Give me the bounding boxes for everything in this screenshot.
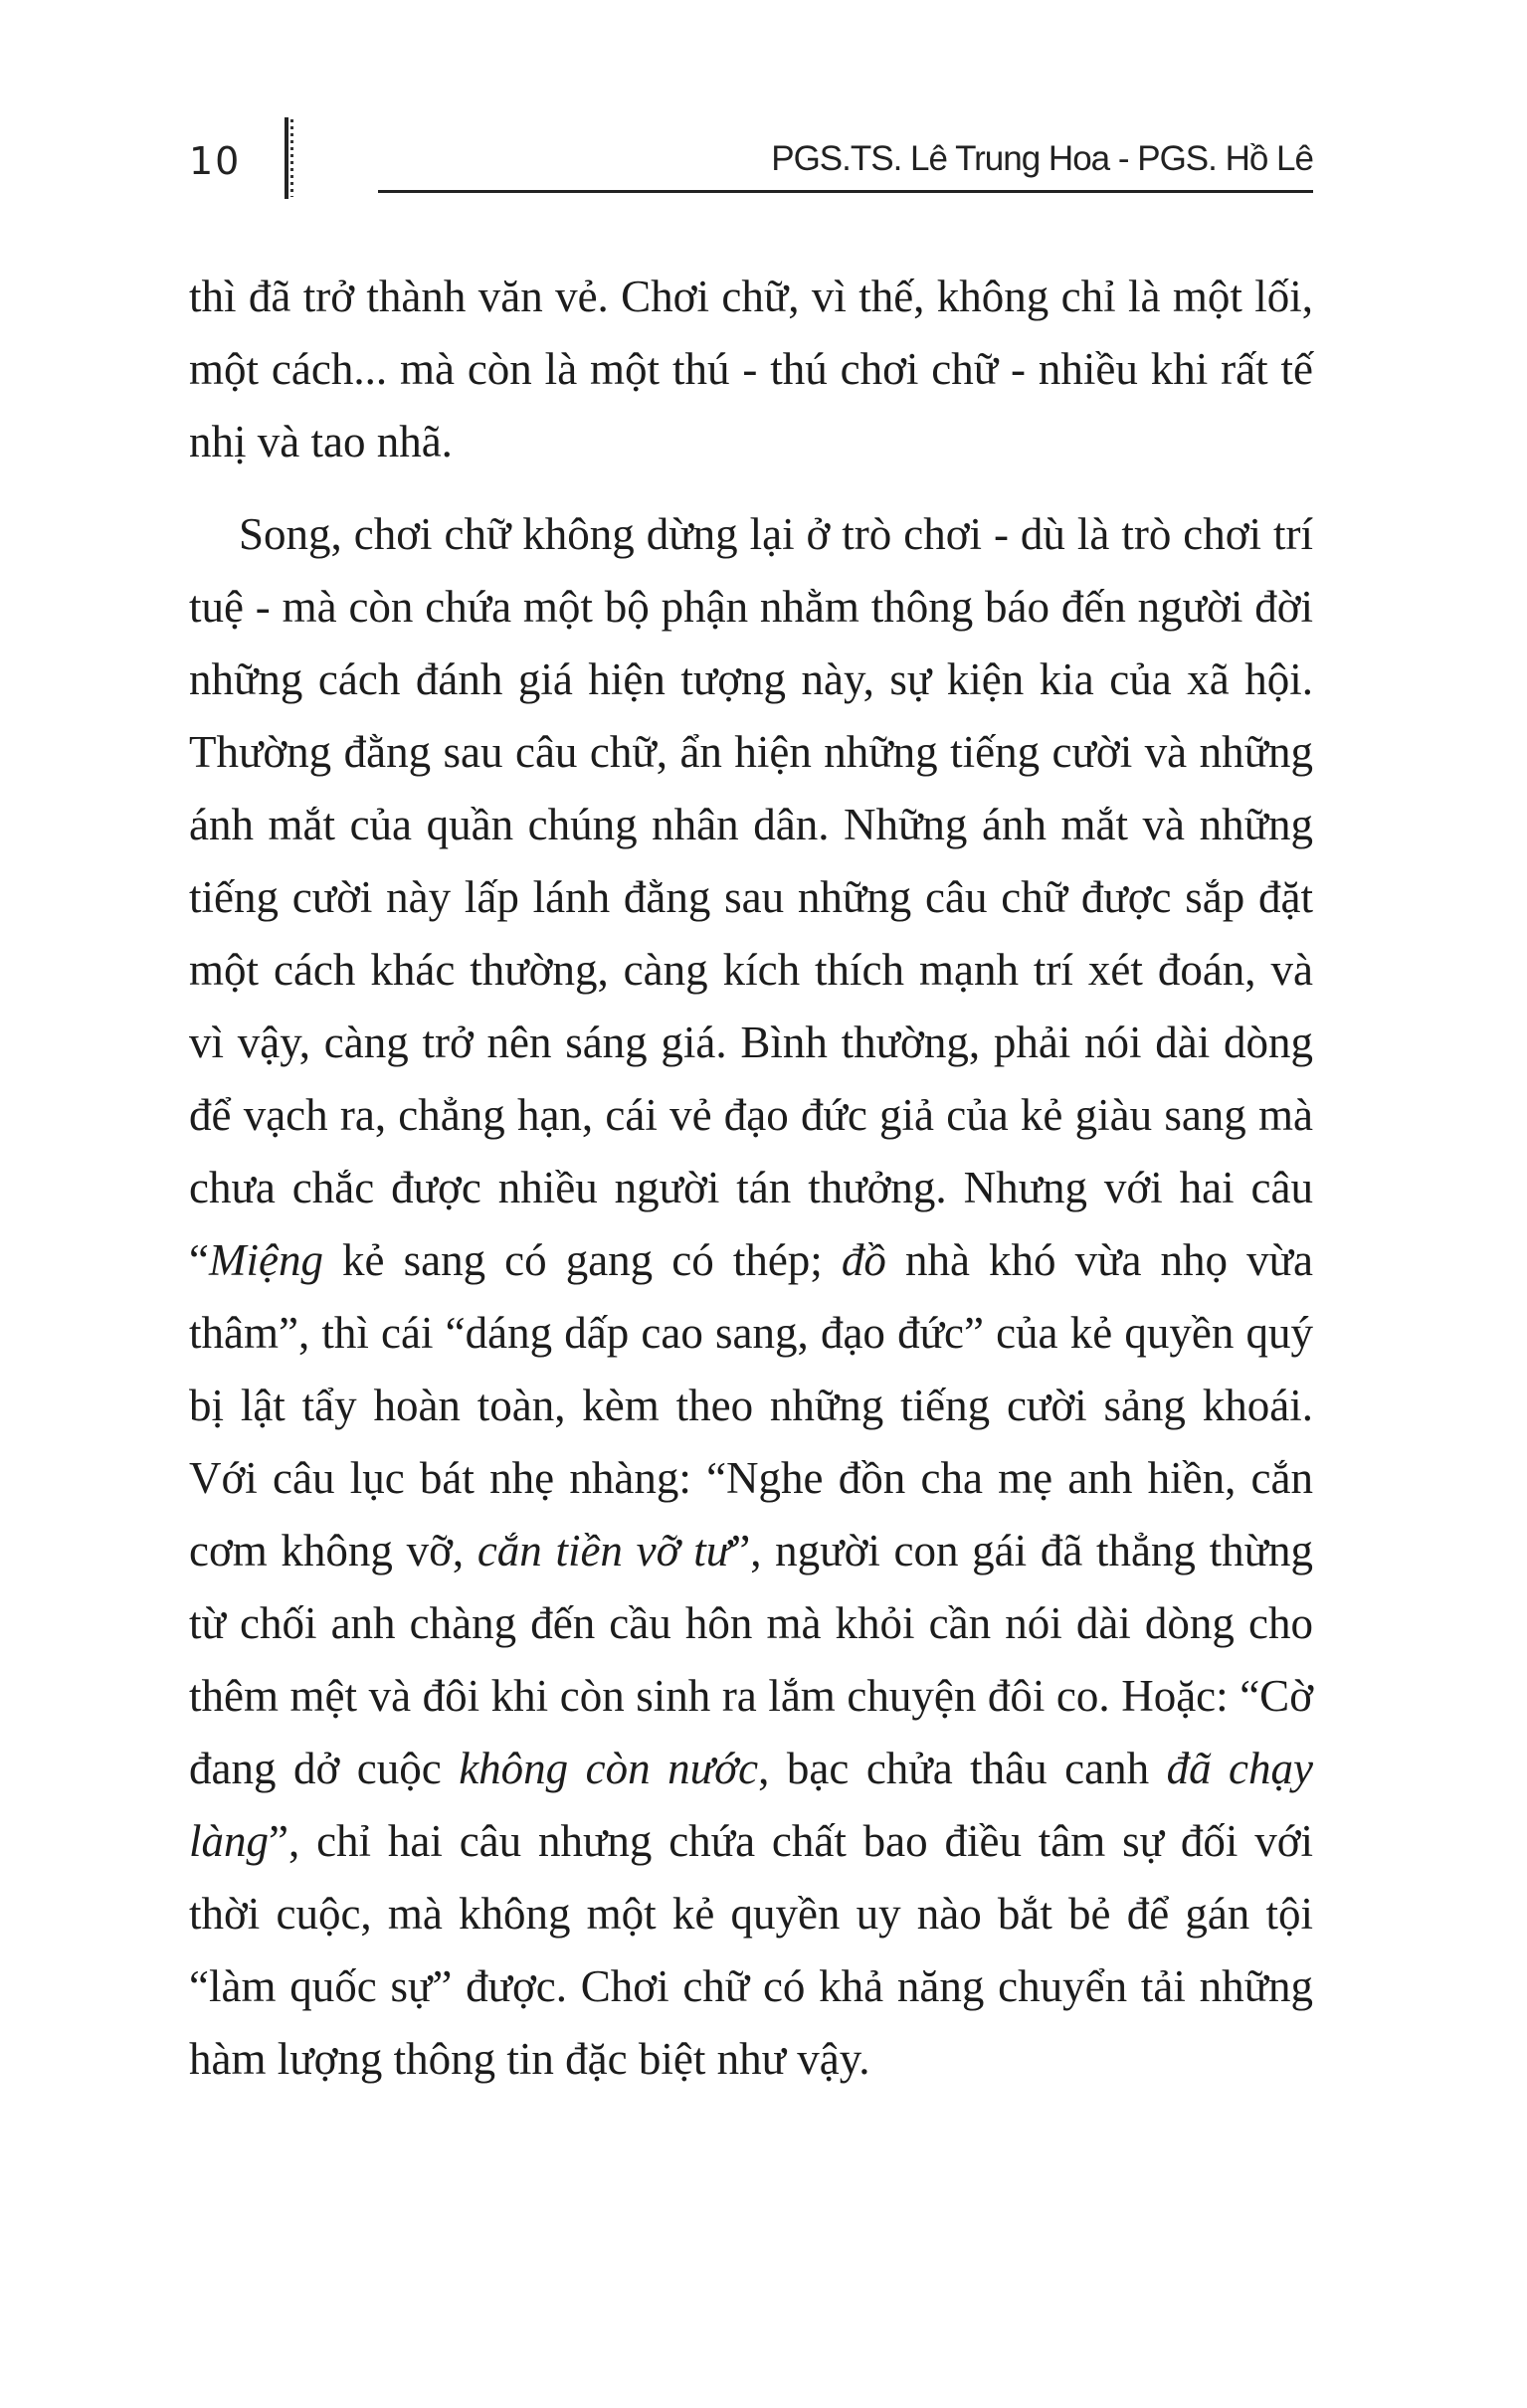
italic-text-run: cắn tiền vỡ tư: [477, 1526, 731, 1575]
text-run: kẻ sang có gang có thép;: [322, 1235, 842, 1285]
italic-text-run: không còn nước: [459, 1744, 759, 1793]
text-run: thì đã trở thành văn vẻ. Chơi chữ, vì thế, không chỉ là một lối, một cách... mà còn là một thú - thú chơi chữ - nhiều khi rất tế nhị và tao nhã.: [189, 272, 1313, 466]
text-run: , bạc chửa thâu canh: [758, 1744, 1167, 1793]
italic-text-run: Miệng: [208, 1235, 323, 1285]
paragraph-2: [189, 498, 1313, 2096]
paragraph-1: [189, 261, 1313, 478]
italic-text-run: đồ: [841, 1235, 886, 1285]
running-head: PGS.TS. Lê Trung Hoa - PGS. Hồ Lê: [771, 139, 1313, 178]
italic-text-run: đã chạy làng: [189, 1744, 1313, 1866]
body-text: [189, 261, 1313, 2096]
text-run: nhà khó vừa nhọ vừa thâm”, thì cái “dáng dấp cao sang, đạo đức” của kẻ quyền quý bị lật tẩy hoàn toàn, kèm theo những tiếng cười sảng khoái. Với câu lục bát nhẹ nhàng: “Nghe đồn cha mẹ anh hiền, cắn cơm không vỡ,: [189, 1235, 1313, 1575]
text-run: ”, người con gái đã thẳng thừng từ chối anh chàng đến cầu hôn mà khỏi cần nói dài dòng cho thêm mệt và đôi khi còn sinh ra lắm chuyện đôi co. Hoặc: “Cờ đang dở cuộc: [189, 1526, 1313, 1793]
header-rule: [378, 190, 1313, 193]
text-run: ”, chỉ hai câu nhưng chứa chất bao điều tâm sự đối với thời cuộc, mà không một kẻ quyền uy nào bắt bẻ để gán tội “làm quốc sự” được. Chơi chữ có khả năng chuyển tải những hàm lượng thông tin đặc biệt như vậy.: [189, 1816, 1313, 2084]
header-divider-ornament: [285, 117, 294, 199]
text-run: Song, chơi chữ không dừng lại ở trò chơi - dù là trò chơi trí tuệ - mà còn chứa một bộ phận nhằm thông báo đến người đời những cách đánh giá hiện tượng này, sự kiện kia của xã hội. Thường đằng sau câu chữ, ẩn hiện những tiếng cười và những ánh mắt của quần chúng nhân dân. Những ánh mắt và những tiếng cười này lấp lánh đằng sau những câu chữ được sắp đặt một cách khác thường, càng kích thích mạnh trí xét đoán, và vì vậy, càng trở nên sáng giá. Bình thường, phải nói dài dòng để vạch ra, chẳng hạn, cái vẻ đạo đức giả của kẻ giàu sang mà chưa chắc được nhiều người tán thưởng. Nhưng với hai câu “: [189, 509, 1313, 1285]
page-number: 10: [189, 139, 242, 183]
